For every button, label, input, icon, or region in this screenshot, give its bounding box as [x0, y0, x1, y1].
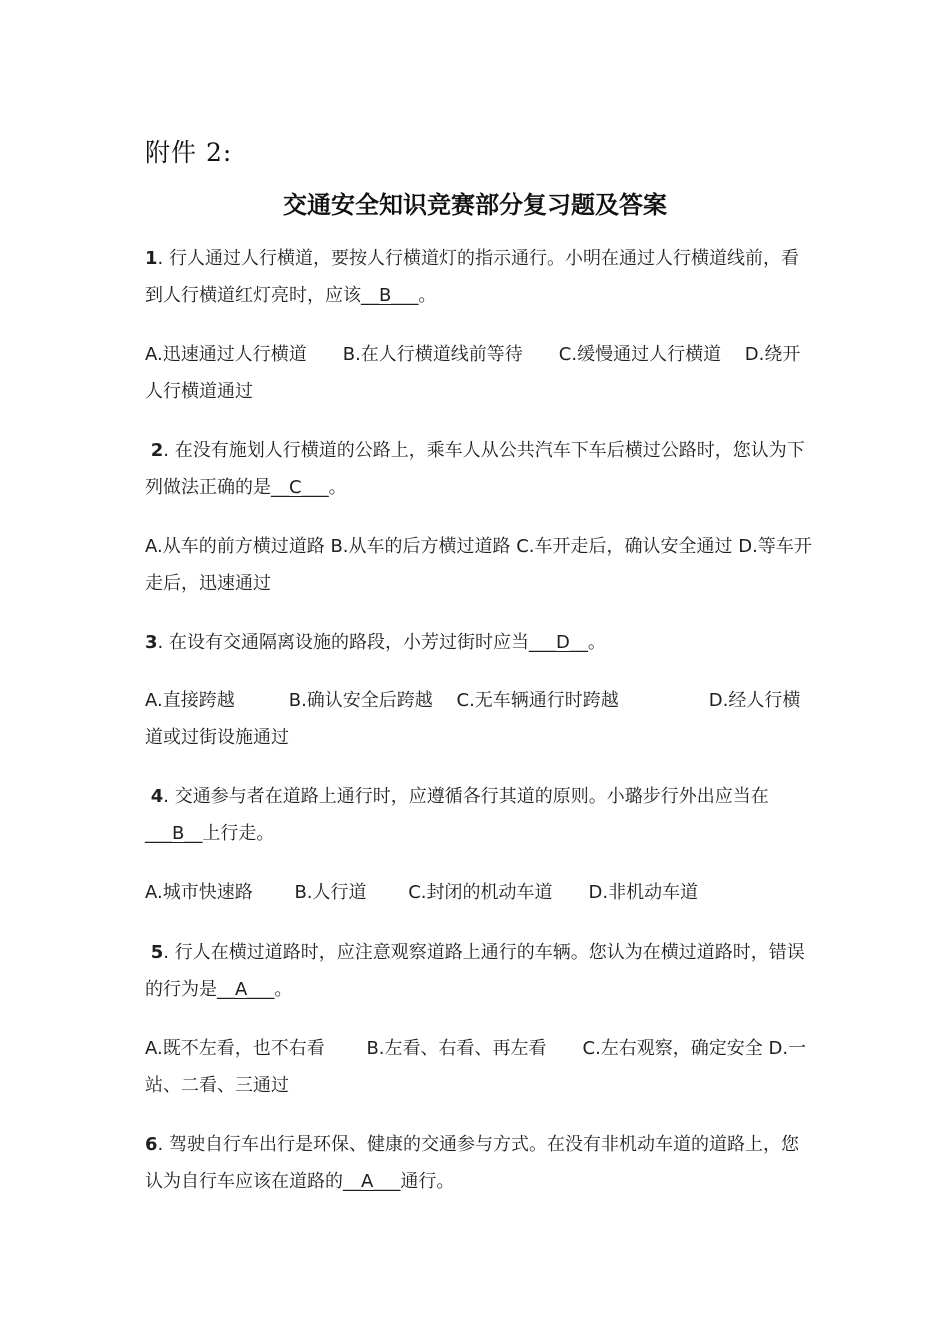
question-text: . 交通参与者在道路上通行时，应遵循各行其道的原则。小璐步行外出应当在: [163, 786, 769, 807]
question-1-options: A.迅速通过人行横道 B.在人行横道线前等待 C.缓慢通过人行横道 D.绕开人行横道通过: [145, 344, 801, 402]
question-text: . 驾驶自行车出行是环保、健康的交通参与方式。在没有非机动车道的道路上，您认为自行车应该在道路的: [145, 1134, 799, 1192]
question-number: 1: [145, 248, 158, 269]
question-3: 3. 在设有交通隔离设施的路段，小芳过街时应当___D__。: [145, 632, 606, 653]
question-4: 4. 交通参与者在道路上通行时，应遵循各行其道的原则。小璐步行外出应当在___B__上行走。: [145, 786, 769, 844]
answer-blank: __B___: [361, 285, 419, 306]
attachment-label: 附件 2:: [145, 138, 233, 167]
answer-blank: __C___: [271, 477, 329, 498]
question-5: 5. 行人在横过道路时，应注意观察道路上通行的车辆。您认为在横过道路时，错误的行为是__A___。: [145, 942, 805, 1000]
question-5-options: A.既不左看，也不右看 B.左看、右看、再左看 C.左右观察，确定安全 D.一站、二看、三通过: [145, 1038, 807, 1096]
question-number: 4: [150, 786, 164, 807]
question-2-options: A.从车的前方横过道路 B.从车的后方横过道路 C.车开走后，确认安全通过 D.等车开走后，迅速通过: [145, 536, 812, 594]
question-number: 2: [150, 440, 164, 461]
question-text: . 在没有施划人行横道的公路上，乘车人从公共汽车下车后横过公路时，您认为下列做法正确的是: [145, 440, 805, 498]
answer-blank: __A___: [343, 1171, 401, 1192]
question-4-options: A.城市快速路 B.人行道 C.封闭的机动车道 D.非机动车道: [145, 882, 699, 903]
answer-blank: ___B__: [145, 823, 203, 844]
question-2: 2. 在没有施划人行横道的公路上，乘车人从公共汽车下车后横过公路时，您认为下列做法正确的是__C___。: [145, 440, 805, 498]
question-text: . 行人通过人行横道，要按人行横道灯的指示通行。小明在通过人行横道线前，看到人行横道红灯亮时，应该: [145, 248, 799, 306]
answer-blank: ___D__: [528, 632, 588, 653]
answer-blank: __A___: [217, 979, 275, 1000]
question-number: 3: [145, 632, 158, 653]
question-text: . 在设有交通隔离设施的路段，小芳过街时应当: [157, 632, 529, 653]
question-3-options: A.直接跨越 B.确认安全后跨越 C.无车辆通行时跨越 D.经人行横道或过街设施通过: [145, 690, 801, 748]
question-1: 1. 行人通过人行横道，要按人行横道灯的指示通行。小明在通过人行横道线前，看到人行横道红灯亮时，应该__B___。: [145, 248, 799, 306]
question-text: . 行人在横过道路时，应注意观察道路上通行的车辆。您认为在横过道路时，错误的行为是: [145, 942, 805, 1000]
question-number: 6: [145, 1134, 158, 1155]
question-6: 6. 驾驶自行车出行是环保、健康的交通参与方式。在没有非机动车道的道路上，您认为自行车应该在道路的__A___通行。: [145, 1134, 799, 1192]
question-number: 5: [150, 942, 164, 963]
page-title: 交通安全知识竞赛部分复习题及答案: [283, 190, 667, 219]
